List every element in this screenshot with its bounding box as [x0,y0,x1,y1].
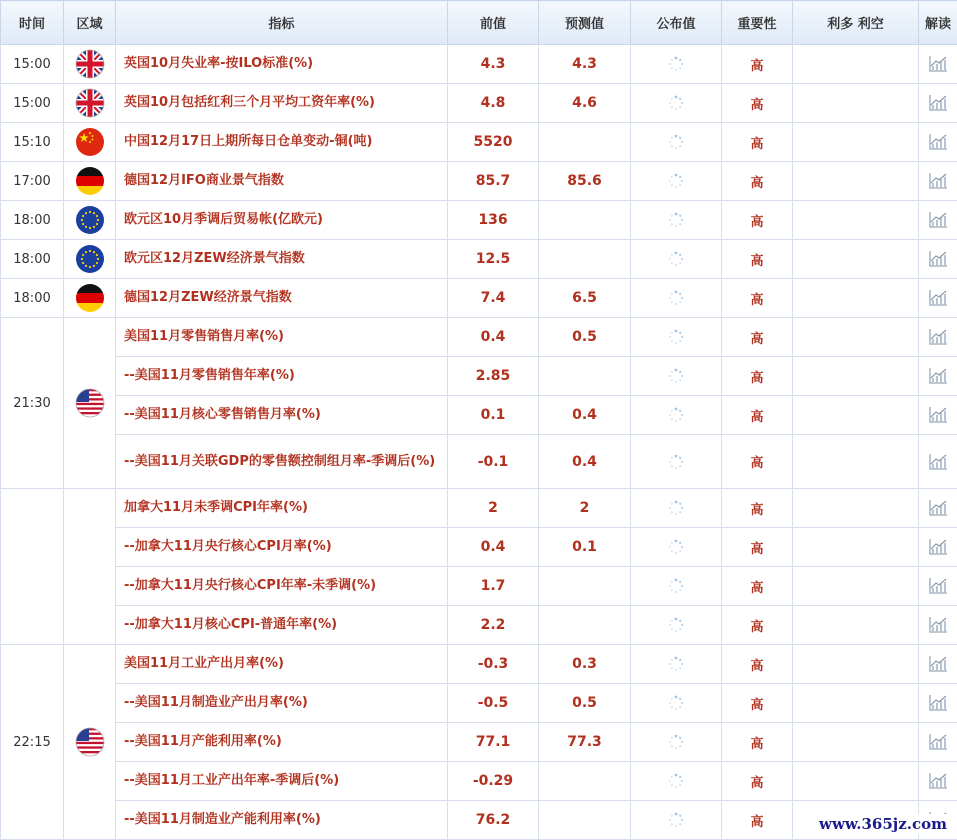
event-time: 18:00 [1,240,64,279]
loading-spinner-icon [668,454,684,470]
event-time: 22:15 [1,645,64,840]
region-cell [64,489,116,645]
loading-spinner-icon [668,656,684,672]
col-importance: 重要性 [722,1,793,45]
forecast-value: 77.3 [539,723,631,762]
impact-cell [793,567,919,606]
actual-value [631,84,722,123]
impact-cell [793,489,919,528]
usa-flag-icon [75,388,105,418]
actual-value [631,45,722,84]
forecast-value [539,201,631,240]
forecast-value [539,240,631,279]
importance-level: 高 [722,606,793,645]
table-row [1,606,957,645]
impact-cell [793,645,919,684]
impact-cell [793,240,919,279]
indicator-name[interactable]: 英国10月包括红利三个月平均工资年率(%) [116,84,448,123]
actual-value [631,201,722,240]
indicator-name[interactable]: --美国11月工业产出年率-季调后(%) [116,762,448,801]
importance-level: 高 [722,240,793,279]
actual-value [631,435,722,489]
col-previous: 前值 [448,1,539,45]
previous-value: 0.4 [448,318,539,357]
indicator-name[interactable]: 德国12月IFO商业景气指数 [116,162,448,201]
actual-value [631,357,722,396]
forecast-value: 0.4 [539,396,631,435]
forecast-value [539,567,631,606]
analysis-button[interactable] [919,45,957,84]
indicator-name[interactable]: 欧元区10月季调后贸易帐(亿欧元) [116,201,448,240]
importance-level: 高 [722,162,793,201]
importance-level: 高 [722,567,793,606]
eu-flag-icon [75,244,105,274]
importance-level: 高 [722,201,793,240]
usa-flag-icon [75,727,105,757]
table-row [1,162,957,201]
chart-trend-icon[interactable] [928,55,948,73]
analysis-button[interactable] [919,123,957,162]
actual-value [631,162,722,201]
impact-cell [793,45,919,84]
loading-spinner-icon [668,368,684,384]
col-indicator: 指标 [116,1,448,45]
loading-spinner-icon [668,290,684,306]
impact-cell [793,723,919,762]
chart-trend-icon[interactable] [928,772,948,790]
importance-level: 高 [722,645,793,684]
event-time: 15:10 [1,123,64,162]
loading-spinner-icon [668,812,684,828]
chart-trend-icon[interactable] [928,453,948,471]
analysis-button[interactable] [919,240,957,279]
chart-trend-icon[interactable] [928,211,948,229]
analysis-button[interactable] [919,84,957,123]
previous-value: 136 [448,201,539,240]
table-row [1,84,957,123]
actual-value [631,318,722,357]
forecast-value [539,801,631,840]
chart-trend-icon[interactable] [928,133,948,151]
previous-value: 2.85 [448,357,539,396]
previous-value: 1.7 [448,567,539,606]
col-impact: 利多 利空 [793,1,919,45]
table-row [1,801,957,840]
analysis-button[interactable] [919,201,957,240]
loading-spinner-icon [668,773,684,789]
analysis-button[interactable] [919,435,957,489]
event-time: 18:00 [1,201,64,240]
event-time: 15:00 [1,45,64,84]
chart-trend-icon[interactable] [928,328,948,346]
analysis-button[interactable] [919,528,957,567]
loading-spinner-icon [668,212,684,228]
loading-spinner-icon [668,578,684,594]
table-body [1,45,957,840]
chart-trend-icon[interactable] [928,655,948,673]
table-row [1,528,957,567]
analysis-button[interactable] [919,162,957,201]
region-cell [64,279,116,318]
analysis-button[interactable] [919,606,957,645]
previous-value: 4.3 [448,45,539,84]
event-time: 15:00 [1,84,64,123]
impact-cell [793,606,919,645]
loading-spinner-icon [668,500,684,516]
forecast-value: 0.3 [539,645,631,684]
indicator-name[interactable]: --加拿大11月央行核心CPI月率(%) [116,528,448,567]
chart-trend-icon[interactable] [928,538,948,556]
indicator-name[interactable]: --美国11月核心零售销售月率(%) [116,396,448,435]
previous-value: 76.2 [448,801,539,840]
watermark: www.365jz.com [815,814,951,834]
region-cell [64,318,116,489]
chart-trend-icon[interactable] [928,406,948,424]
chart-trend-icon[interactable] [928,94,948,112]
loading-spinner-icon [668,617,684,633]
table-header-row [1,1,957,45]
eu-flag-icon [75,205,105,235]
impact-cell [793,318,919,357]
table-row [1,240,957,279]
forecast-value: 0.5 [539,684,631,723]
impact-cell [793,762,919,801]
table-row [1,201,957,240]
actual-value [631,762,722,801]
impact-cell [793,396,919,435]
impact-cell [793,435,919,489]
importance-level: 高 [722,84,793,123]
previous-value: 12.5 [448,240,539,279]
previous-value: 2 [448,489,539,528]
previous-value: 5520 [448,123,539,162]
previous-value: -0.3 [448,645,539,684]
indicator-name[interactable]: 加拿大11月未季调CPI年率(%) [116,489,448,528]
table-row [1,645,957,684]
loading-spinner-icon [668,407,684,423]
chart-trend-icon[interactable] [928,367,948,385]
impact-cell [793,357,919,396]
importance-level: 高 [722,801,793,840]
importance-level: 高 [722,45,793,84]
analysis-button[interactable] [919,279,957,318]
table-row [1,762,957,801]
previous-value: -0.5 [448,684,539,723]
loading-spinner-icon [668,251,684,267]
event-time: 17:00 [1,162,64,201]
analysis-button[interactable] [919,318,957,357]
previous-value: 0.1 [448,396,539,435]
indicator-name[interactable]: 美国11月零售销售月率(%) [116,318,448,357]
loading-spinner-icon [668,95,684,111]
col-forecast: 预测值 [539,1,631,45]
loading-spinner-icon [668,734,684,750]
indicator-name[interactable]: 德国12月ZEW经济景气指数 [116,279,448,318]
forecast-value: 0.5 [539,318,631,357]
forecast-value: 0.4 [539,435,631,489]
loading-spinner-icon [668,134,684,150]
col-actual: 公布值 [631,1,722,45]
actual-value [631,396,722,435]
table-row [1,123,957,162]
chart-trend-icon[interactable] [928,577,948,595]
importance-level: 高 [722,435,793,489]
forecast-value: 4.3 [539,45,631,84]
analysis-button[interactable] [919,645,957,684]
region-cell [64,645,116,840]
indicator-name[interactable]: --美国11月产能利用率(%) [116,723,448,762]
actual-value [631,489,722,528]
indicator-name[interactable]: --加拿大11月核心CPI-普通年率(%) [116,606,448,645]
actual-value [631,279,722,318]
table-row [1,318,957,357]
indicator-name[interactable]: --美国11月关联GDP的零售额控制组月率-季调后(%) [116,435,448,489]
table-row [1,684,957,723]
previous-value: 0.4 [448,528,539,567]
impact-cell [793,84,919,123]
region-cell [64,45,116,84]
impact-cell [793,279,919,318]
indicator-name[interactable]: --美国11月制造业产能利用率(%) [116,801,448,840]
chart-trend-icon[interactable] [928,499,948,517]
china-flag-icon [75,127,105,157]
actual-value [631,723,722,762]
forecast-value [539,357,631,396]
actual-value [631,240,722,279]
region-cell [64,84,116,123]
loading-spinner-icon [668,539,684,555]
actual-value [631,528,722,567]
loading-spinner-icon [668,56,684,72]
analysis-button[interactable] [919,684,957,723]
importance-level: 高 [722,279,793,318]
uk-flag-icon [75,88,105,118]
actual-value [631,684,722,723]
loading-spinner-icon [668,329,684,345]
importance-level: 高 [722,723,793,762]
actual-value [631,606,722,645]
previous-value: -0.1 [448,435,539,489]
chart-trend-icon[interactable] [928,733,948,751]
importance-level: 高 [722,762,793,801]
chart-trend-icon[interactable] [928,616,948,634]
impact-cell [793,684,919,723]
germany-flag-icon [75,166,105,196]
impact-cell [793,528,919,567]
chart-trend-icon[interactable] [928,172,948,190]
region-cell [64,201,116,240]
uk-flag-icon [75,49,105,79]
impact-cell [793,123,919,162]
actual-value [631,567,722,606]
importance-level: 高 [722,357,793,396]
forecast-value: 2 [539,489,631,528]
col-time: 时间 [1,1,64,45]
actual-value [631,645,722,684]
forecast-value: 4.6 [539,84,631,123]
indicator-name[interactable]: --美国11月零售销售年率(%) [116,357,448,396]
table-row [1,45,957,84]
analysis-button[interactable] [919,357,957,396]
forecast-value: 6.5 [539,279,631,318]
importance-level: 高 [722,489,793,528]
previous-value: 2.2 [448,606,539,645]
forecast-value [539,123,631,162]
forecast-value [539,606,631,645]
event-time: 18:00 [1,279,64,318]
impact-cell [793,162,919,201]
forecast-value: 85.6 [539,162,631,201]
table-row [1,357,957,396]
event-time [1,489,64,645]
previous-value: 77.1 [448,723,539,762]
chart-trend-icon[interactable] [928,289,948,307]
indicator-name[interactable]: 欧元区12月ZEW经济景气指数 [116,240,448,279]
col-region: 区域 [64,1,116,45]
actual-value [631,801,722,840]
indicator-name[interactable]: --美国11月制造业产出月率(%) [116,684,448,723]
table-row [1,435,957,489]
chart-trend-icon[interactable] [928,250,948,268]
indicator-name[interactable]: 美国11月工业产出月率(%) [116,645,448,684]
analysis-button[interactable] [919,567,957,606]
indicator-name[interactable]: --加拿大11月央行核心CPI年率-未季调(%) [116,567,448,606]
importance-level: 高 [722,684,793,723]
analysis-button[interactable] [919,723,957,762]
impact-cell [793,201,919,240]
analysis-button[interactable] [919,396,957,435]
table-row [1,279,957,318]
col-analysis: 解读 [919,1,957,45]
previous-value: 7.4 [448,279,539,318]
loading-spinner-icon [668,173,684,189]
importance-level: 高 [722,528,793,567]
previous-value: 85.7 [448,162,539,201]
indicator-name[interactable]: 英国10月失业率-按ILO标准(%) [116,45,448,84]
loading-spinner-icon [668,695,684,711]
region-cell [64,123,116,162]
importance-level: 高 [722,123,793,162]
event-time: 21:30 [1,318,64,489]
previous-value: 4.8 [448,84,539,123]
indicator-name[interactable]: 中国12月17日上期所每日仓单变动-铜(吨) [116,123,448,162]
table-row [1,723,957,762]
table-row [1,489,957,528]
chart-trend-icon[interactable] [928,694,948,712]
germany-flag-icon [75,283,105,313]
table-row [1,567,957,606]
actual-value [631,123,722,162]
forecast-value: 0.1 [539,528,631,567]
analysis-button[interactable] [919,489,957,528]
analysis-button[interactable] [919,762,957,801]
importance-level: 高 [722,318,793,357]
previous-value: -0.29 [448,762,539,801]
forecast-value [539,762,631,801]
importance-level: 高 [722,396,793,435]
region-cell [64,162,116,201]
region-cell [64,240,116,279]
table-row [1,396,957,435]
